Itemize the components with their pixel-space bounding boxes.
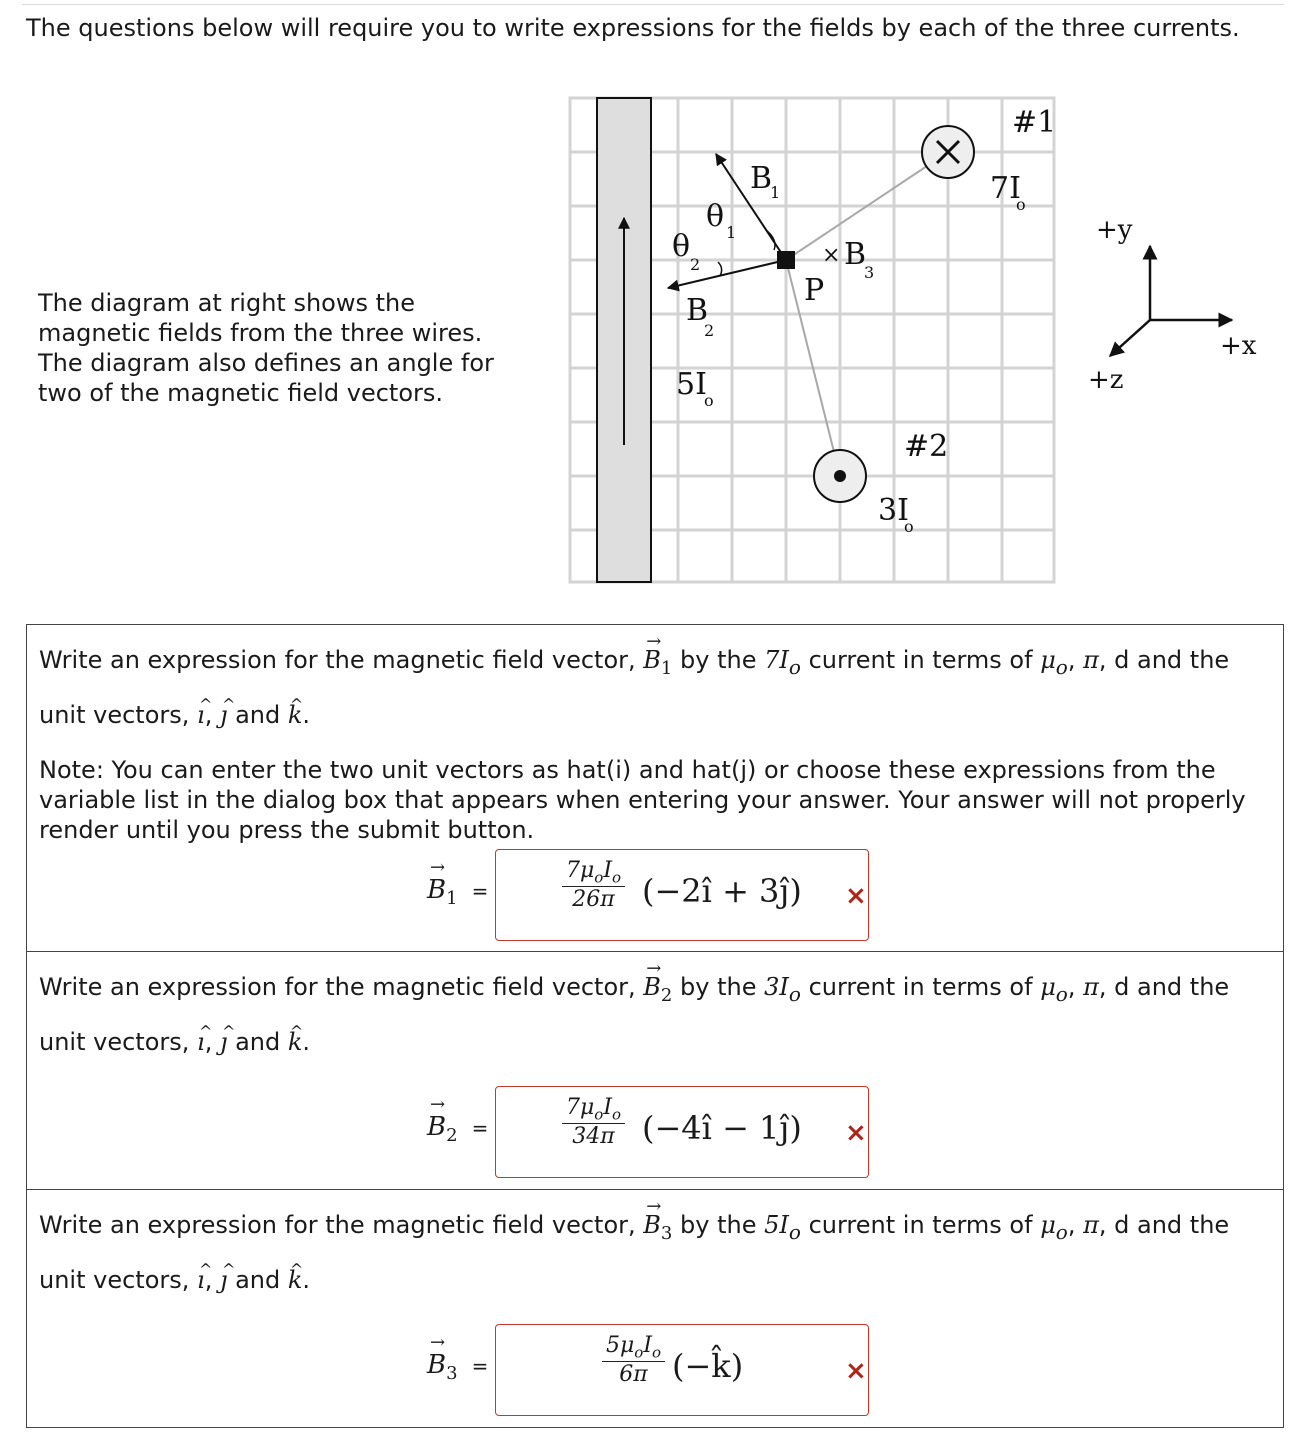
question-block-1: [26, 624, 1284, 952]
wire2-current: 3I: [878, 493, 909, 528]
point-p-marker: [777, 251, 795, 269]
b3-lhs: → $B_3$ =: [427, 1350, 488, 1384]
b1-sub: 1: [770, 183, 781, 202]
b1-lhs: → $B_1$ =: [427, 875, 488, 909]
axes: [1110, 246, 1232, 356]
circle-dot-icon: [814, 450, 866, 502]
question-text-2: Write an expression for the magnetic field vector, → $B_2$ by the $3I_o$ current in terms of $\mu_o$, π, d and the unit vectors, ^ ı, ^ ȷ and ^ k.: [39, 964, 1259, 1065]
top-divider: [22, 4, 1284, 5]
intro-text: The questions below will require you to write expressions for the fields by each of the three currents.: [26, 14, 1240, 42]
b2-lhs: → $B_2$ =: [427, 1112, 488, 1146]
diagram-description: The diagram at right shows the magnetic fields from the three wires. The diagram also defines an angle for two of the magnetic field vectors.: [38, 289, 494, 407]
b2-sub: 2: [704, 321, 715, 340]
question-text-1: Write an expression for the magnetic field vector, → $B_1$ by the $7I_o$ current in terms of $\mu_o$, π, d and the unit vectors, ^ ı, ^ ȷ and ^ k.: [39, 637, 1259, 738]
magnetic-field-diagram: [560, 90, 1300, 600]
circle-x-icon: [922, 126, 974, 178]
answer-field-2[interactable]: $7\mu_oI_o$ 34π (−4ı̂ − 1ȷ̂): [495, 1086, 869, 1178]
point-p-label: P: [804, 273, 825, 308]
theta2-sub: 2: [690, 255, 701, 274]
theta1-sub: 1: [726, 223, 737, 242]
wire1-current: 7I: [990, 171, 1021, 206]
axis-x-label: +x: [1220, 331, 1257, 361]
axis-z-label: +z: [1088, 365, 1124, 395]
question-block-2: [26, 952, 1284, 1190]
note-text: Note: You can enter the two unit vectors as hat(i) and hat(j) or choose these expressions from the variable list in the dialog box that appears when entering your answer. Your answer will not properly render until you press the submit button.: [39, 756, 1246, 844]
wire3-current: 5I: [676, 367, 707, 402]
b1-label: B: [750, 161, 773, 196]
theta1-label: θ: [706, 199, 725, 234]
answer-field-3[interactable]: $5\mu_oI_o$ 6π (−k̂): [495, 1324, 869, 1416]
b3-sub: 3: [864, 263, 875, 282]
b3-label: B: [844, 237, 867, 272]
wire2-label: #2: [904, 429, 949, 464]
wire-3-long: [597, 98, 651, 582]
theta2-arc: [718, 262, 722, 276]
incorrect-icon: ×: [845, 1118, 867, 1148]
into-page-symbol: ×: [822, 243, 841, 268]
axis-y-label: +y: [1096, 215, 1133, 245]
incorrect-icon: ×: [845, 881, 867, 911]
wire1-current-sub: o: [1016, 195, 1026, 214]
theta2-label: θ: [672, 229, 691, 264]
question-text-3: Write an expression for the magnetic field vector, → $B_3$ by the $5I_o$ current in terms of $\mu_o$, π, d and the unit vectors, ^ ı, ^ ȷ and ^ k.: [39, 1202, 1259, 1303]
wire1-label: #1: [1012, 105, 1057, 140]
b2-label: B: [686, 293, 709, 328]
question-block-3: [26, 1190, 1284, 1428]
incorrect-icon: ×: [845, 1356, 867, 1386]
wire3-current-sub: o: [704, 391, 714, 410]
answer-field-1[interactable]: $7\mu_oI_o$ 26π (−2ı̂ + 3ȷ̂): [495, 849, 869, 941]
wire2-current-sub: o: [904, 517, 914, 536]
